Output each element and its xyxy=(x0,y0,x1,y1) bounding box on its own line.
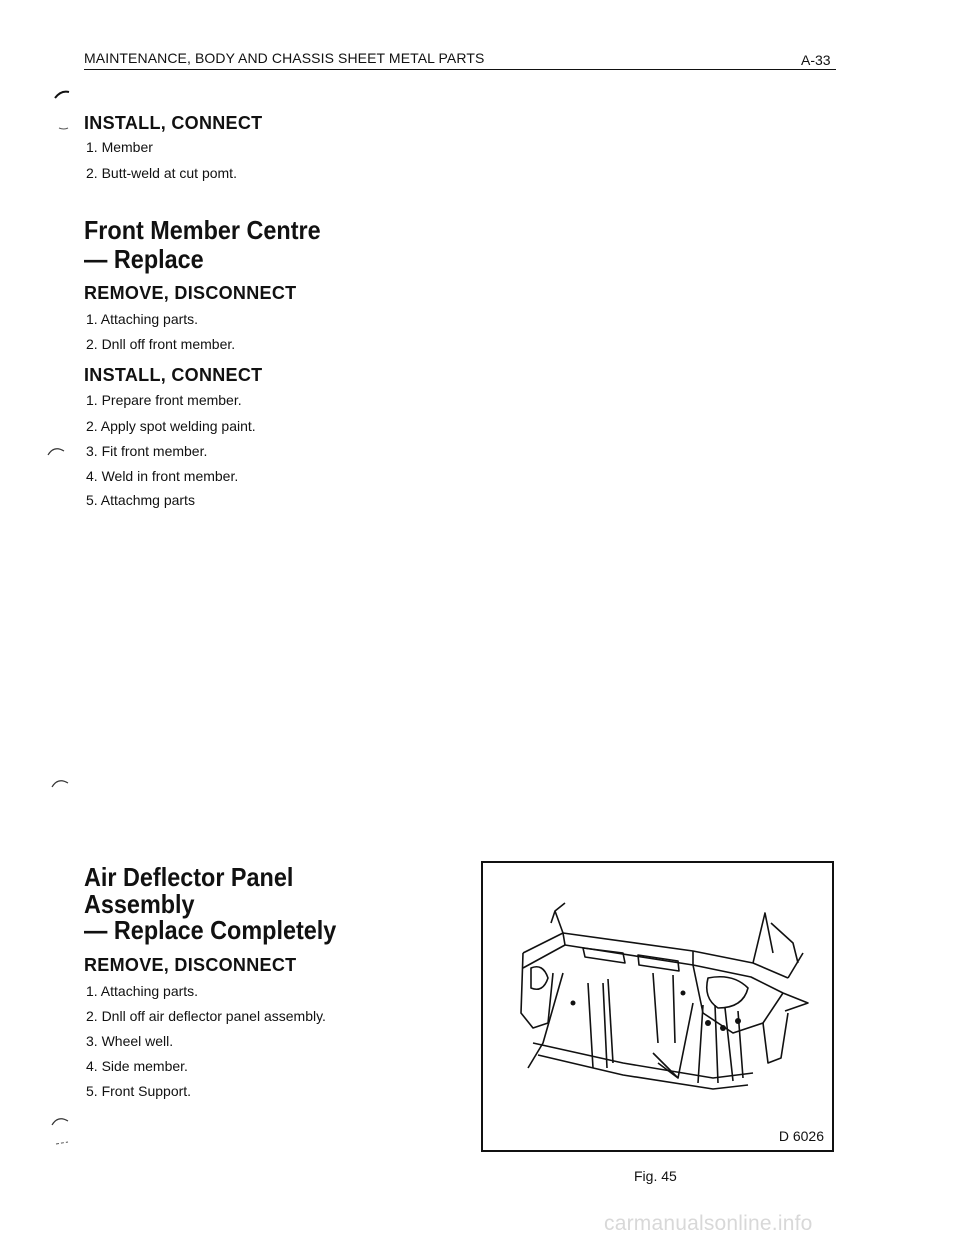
list-item: 4. Weld in front member. xyxy=(86,468,239,484)
section-title: Front Member Centre xyxy=(84,215,321,245)
list-item: 1. Attaching parts. xyxy=(86,983,199,999)
margin-mark-icon xyxy=(56,122,78,136)
remove-disconnect-heading: REMOVE, DISCONNECT xyxy=(84,283,297,303)
page-number: A-33 xyxy=(801,52,831,68)
section-title: — Replace xyxy=(84,244,204,274)
figure-caption: Fig. 45 xyxy=(634,1168,677,1184)
margin-mark-icon xyxy=(53,88,75,102)
remove-disconnect-heading: REMOVE, DISCONNECT xyxy=(84,955,297,975)
margin-mark-icon xyxy=(46,443,68,457)
section-title: — Replace Completely xyxy=(84,915,337,945)
install-connect-heading: INSTALL, CONNECT xyxy=(84,365,263,385)
figure-frame xyxy=(481,861,834,1152)
list-item: 4. Side member. xyxy=(86,1058,188,1074)
watermark: carmanualsonline.info xyxy=(604,1212,813,1235)
list-item: 2. Dnll off air deflector panel assembly. xyxy=(86,1008,326,1024)
front-body-structure-icon xyxy=(503,893,823,1103)
list-item: 2. Dnll off front member. xyxy=(86,336,236,352)
list-item: 1. Member xyxy=(86,139,153,155)
margin-mark-icon xyxy=(50,775,72,789)
list-item: 5. Front Support. xyxy=(86,1083,192,1099)
section-title: Assembly xyxy=(84,889,195,919)
list-item: 2. Butt-weld at cut pomt. xyxy=(86,165,237,181)
list-item: 3. Fit front member. xyxy=(86,443,208,459)
install-connect-heading: INSTALL, CONNECT xyxy=(84,113,263,133)
list-item: 1. Attaching parts. xyxy=(86,311,199,327)
header-divider xyxy=(84,69,836,70)
list-item: 5. Attachmg parts xyxy=(86,492,195,508)
figure-code: D 6026 xyxy=(778,1128,824,1144)
margin-mark-icon xyxy=(54,1138,76,1152)
running-header: MAINTENANCE, BODY AND CHASSIS SHEET METAL PARTS xyxy=(84,50,485,66)
list-item: 3. Wheel well. xyxy=(86,1033,174,1049)
list-item: 2. Apply spot welding paint. xyxy=(86,418,256,434)
list-item: 1. Prepare front member. xyxy=(86,392,242,408)
margin-mark-icon xyxy=(50,1113,72,1127)
section-title: Air Deflector Panel xyxy=(84,862,294,892)
